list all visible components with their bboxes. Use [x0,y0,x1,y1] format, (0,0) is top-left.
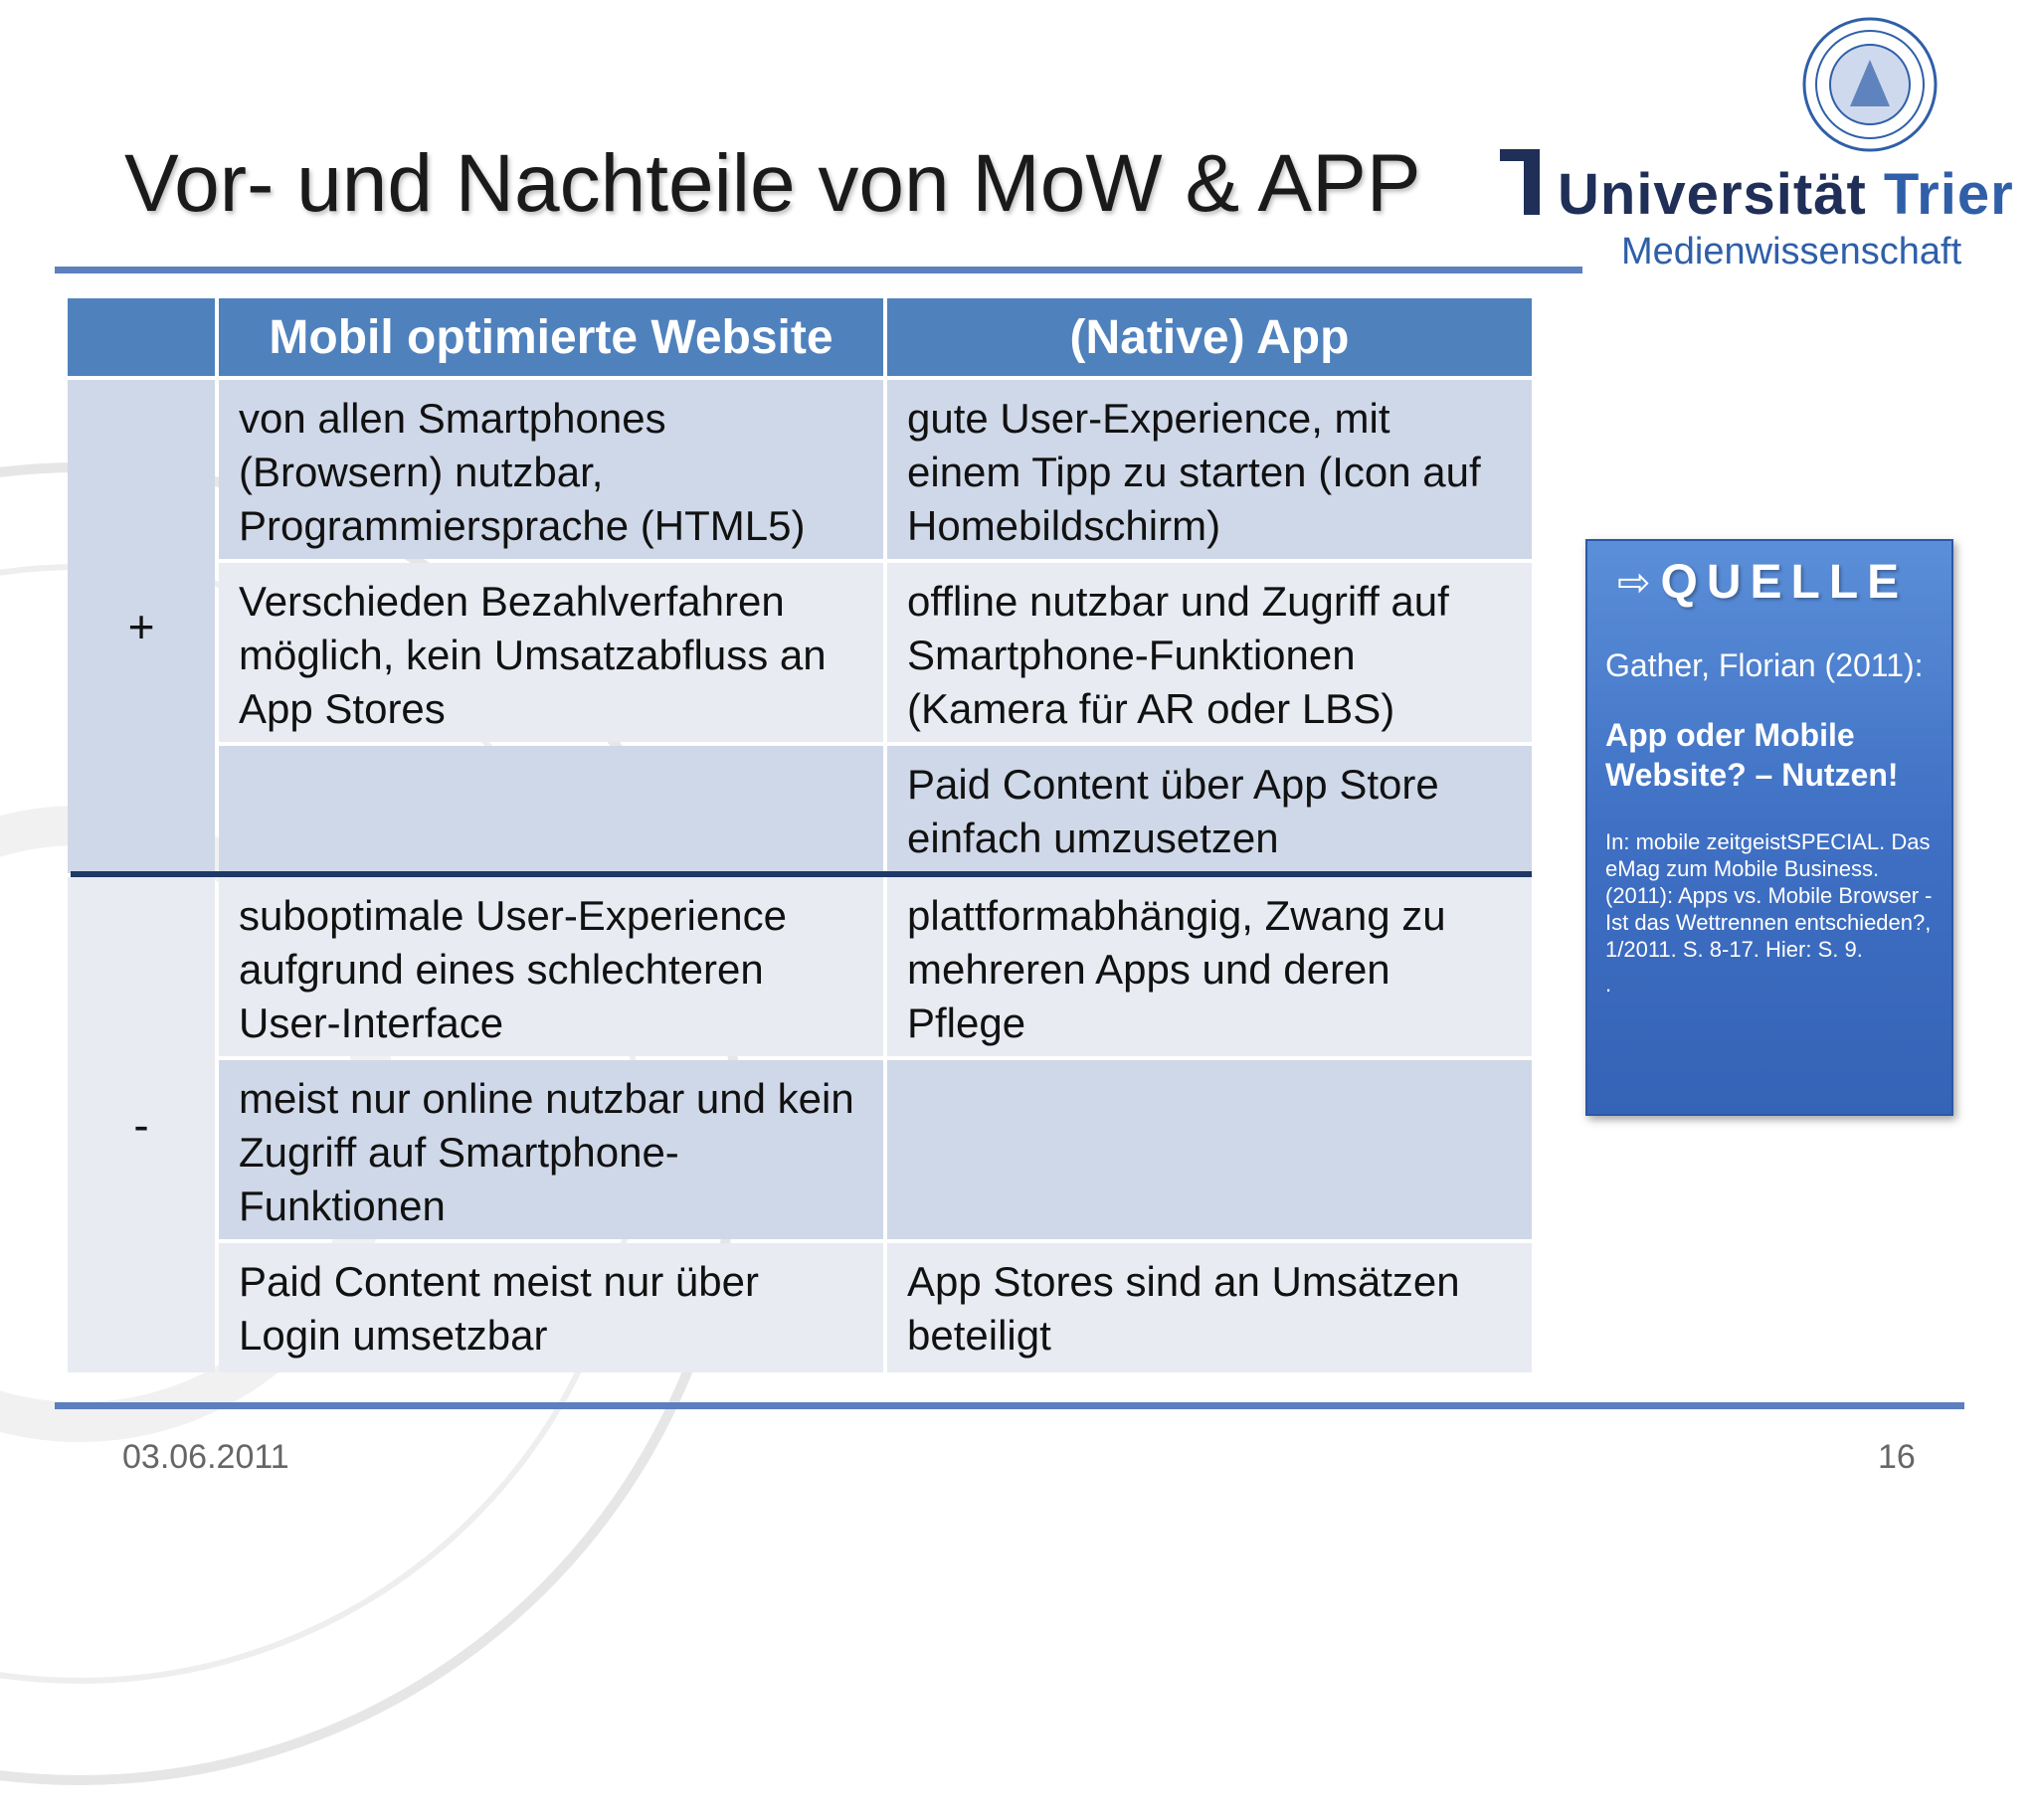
department-name: Medienwissenschaft [1621,231,1962,273]
source-label: QUELLE [1660,556,1909,609]
footer-rule [55,1402,1964,1409]
pro-mow-cell-empty [219,746,883,873]
university-name-part1: Universität [1558,162,1867,227]
university-name [1558,161,2014,228]
title-rule [55,267,1582,273]
slide-date: 03.06.2011 [122,1438,289,1476]
pro-app-cell: gute User-Experience, mit einem Tipp zu starten (Icon auf Homebildschirm) [887,380,1532,559]
con-mow-cell: Paid Content meist nur über Login umsetzbar [219,1243,883,1372]
page-number: 16 [1878,1438,1916,1476]
con-mow-cell: suboptimale User-Experience aufgrund eines schlechteren User-Interface [219,877,883,1056]
pros-sign: + [68,380,215,873]
source-heading [1617,555,1934,610]
pro-app-cell: offline nutzbar und Zugriff auf Smartphone-Funktionen (Kamera für AR oder LBS) [887,563,1532,742]
header-native-app: (Native) App [887,298,1532,376]
university-logo-mark [1500,149,1546,215]
pro-app-cell: Paid Content über App Store einfach umzusetzen [887,746,1532,873]
university-seal-icon [1800,15,1940,154]
university-name-part2: Trier [1883,162,2014,227]
header-corner-cell [68,298,215,376]
source-work-title: App oder Mobile Website? – Nutzen! [1605,717,1899,793]
arrow-right-icon: ⇨ [1617,560,1651,605]
source-reference: In: mobile zeitgeistSPECIAL. Das eMag zum Mobile Business. (2011): Apps vs. Mobile Browser - Ist das Wettrennen entschieden?, 1/2011. S. 8-17. Hier: S. 9. [1605,829,1933,962]
con-app-cell: plattformabhängig, Zwang zu mehreren Apps und deren Pflege [887,877,1532,1056]
slide-title: Vor- und Nachteile von MoW & APP [124,138,1421,229]
source-box [1585,539,1953,1116]
con-app-cell: App Stores sind an Umsätzen beteiligt [887,1243,1532,1372]
con-app-cell-empty [887,1060,1532,1239]
cons-sign: - [68,877,215,1372]
con-mow-cell: meist nur online nutzbar und kein Zugriff auf Smartphone-Funktionen [219,1060,883,1239]
pro-mow-cell: von allen Smartphones (Browsern) nutzbar, Programmiersprache (HTML5) [219,380,883,559]
source-author: Gather, Florian (2011): [1605,647,1924,683]
header-mobile-website: Mobil optimierte Website [219,298,883,376]
pro-mow-cell: Verschieden Bezahlverfahren möglich, kein Umsatzabfluss an App Stores [219,563,883,742]
source-trailing: . [1605,972,1612,997]
comparison-table [68,298,1532,1372]
